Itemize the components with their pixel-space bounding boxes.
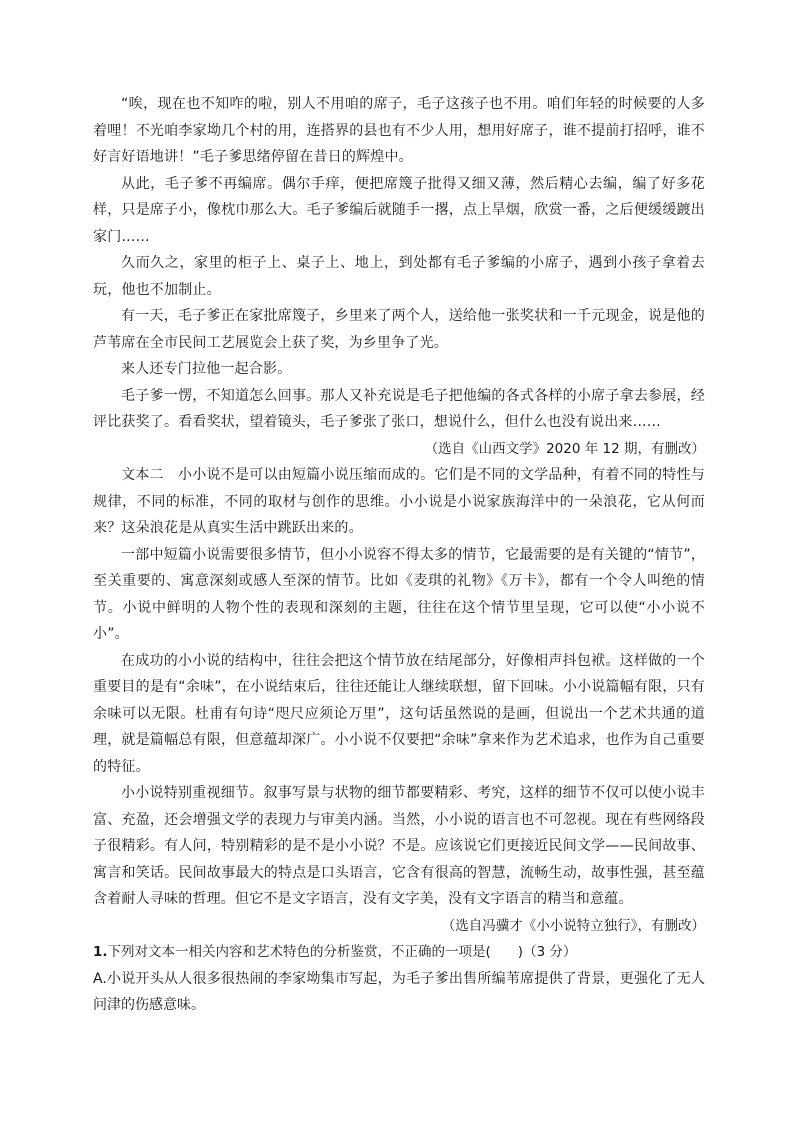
content-area (93, 91, 705, 1019)
text1-paragraph: 从此，毛子爹不再编席。偶尔手痒，便把席篾子批得又细又薄，然后精心去编，编了好多花样，只是席子小，像枕巾那么大。毛子爹编后就随手一撂，点上旱烟，欣赏一番，之后便缓缓踱出家门…… (93, 175, 705, 245)
question-stem: 下列对文本一相关内容和艺术特色的分析鉴赏，不正确的一项是( )（3 分） (107, 944, 577, 960)
text1-paragraph: 久而久之，家里的柜子上、桌子上、地上，到处都有毛子爹编的小席子，遇到小孩子拿着去玩，他也不加制止。 (93, 255, 705, 298)
text1-paragraph: 来人还专门拉他一起合影。 (121, 361, 292, 377)
question-1 (93, 939, 705, 966)
text2-source: （选自冯骥才《小小说特立独行》，有删改） (441, 917, 705, 934)
text2-paragraph: 小小说特别重视细节。叙事写景与状物的细节都要精彩、考究，这样的细节不仅可以使小说丰富、充盈，还会增强文学的表现力与审美内涵。当然，小小说的语言也不可忽视。现在有些网络段子很精彩。有人问，特别精彩的是不是小小说？不是。应该说它们更接近民间文学——民间故事、寓言和笑话。民间故事最大的特点是口头语言，它含有很高的智慧，流畅生动，故事性强，甚至蕴含着耐人寻味的哲理。但它不是文字语言，没有文字美，没有文字语言的精当和意蕴。 (93, 785, 705, 907)
text1-paragraph: 毛子爹一愣，不知道怎么回事。那人又补充说是毛子把他编的各式各样的小席子拿去参展，经评比获奖了。看看奖状，望着镜头，毛子爹张了张口，想说什么，但什么也没有说出来…… (93, 387, 705, 430)
text1-source: （选自《山西文学》2020 年 12 期，有删改） (424, 440, 705, 457)
text2-paragraph: 文本二 小小说不是可以由短篇小说压缩而成的。它们是不同的文学品种，有着不同的特性与规律，不同的标准，不同的取材与创作的思维。小小说是小说家族海洋中的一朵浪花，它从何而来？这朵浪花是从真实生活中跳跃出来的。 (93, 467, 705, 536)
option-a: A.小说开头从人很多很热闹的李家坳集市写起，为毛子爹出售所编苇席提供了背景，更强化了无人问津的伤感意味。 (93, 970, 705, 1013)
text1-paragraph: “唉，现在也不知咋的啦，别人不用咱的席子，毛子这孩子也不用。咱们年轻的时候要的人多着哩！不光咱李家坳几个村的用，连搭界的县也有不少人用，想用好席子，谁不提前打招呼，谁不好言好语地讲！”毛子爹思绪停留在昔日的辉煌中。 (93, 96, 705, 165)
text2-paragraph: 一部中短篇小说需要很多情节，但小小说容不得太多的情节，它最需要的是有关键的“情节”，至关重要的、寓意深刻或感人至深的情节。比如《麦琪的礼物》《万卡》，都有一个令人叫绝的情节。小说中鲜明的人物个性的表现和深刻的主题，往往在这个情节里呈现，它可以使“小小说不小”。 (93, 546, 705, 642)
question-number: 1. (93, 944, 108, 960)
text2-paragraph: 在成功的小小说的结构中，往往会把这个情节放在结尾部分，好像相声抖包袱。这样做的一个重要目的是有“余味”，在小说结束后，往往还能让人继续联想，留下回味。小小说篇幅有限，只有余味可以无限。杜甫有句诗“咫尺应须论万里”，这句话虽然说的是画，但说出一个艺术共通的道理，就是篇幅总有限，但意蕴却深广。小小说不仅要把“余味”拿来作为艺术追求，也作为自己重要的特征。 (93, 652, 705, 775)
text1-paragraph: 有一天，毛子爹正在家批席篾子，乡里来了两个人，送给他一张奖状和一千元现金，说是他的芦苇席在全市民间工艺展览会上获了奖，为乡里争了光。 (93, 308, 705, 351)
